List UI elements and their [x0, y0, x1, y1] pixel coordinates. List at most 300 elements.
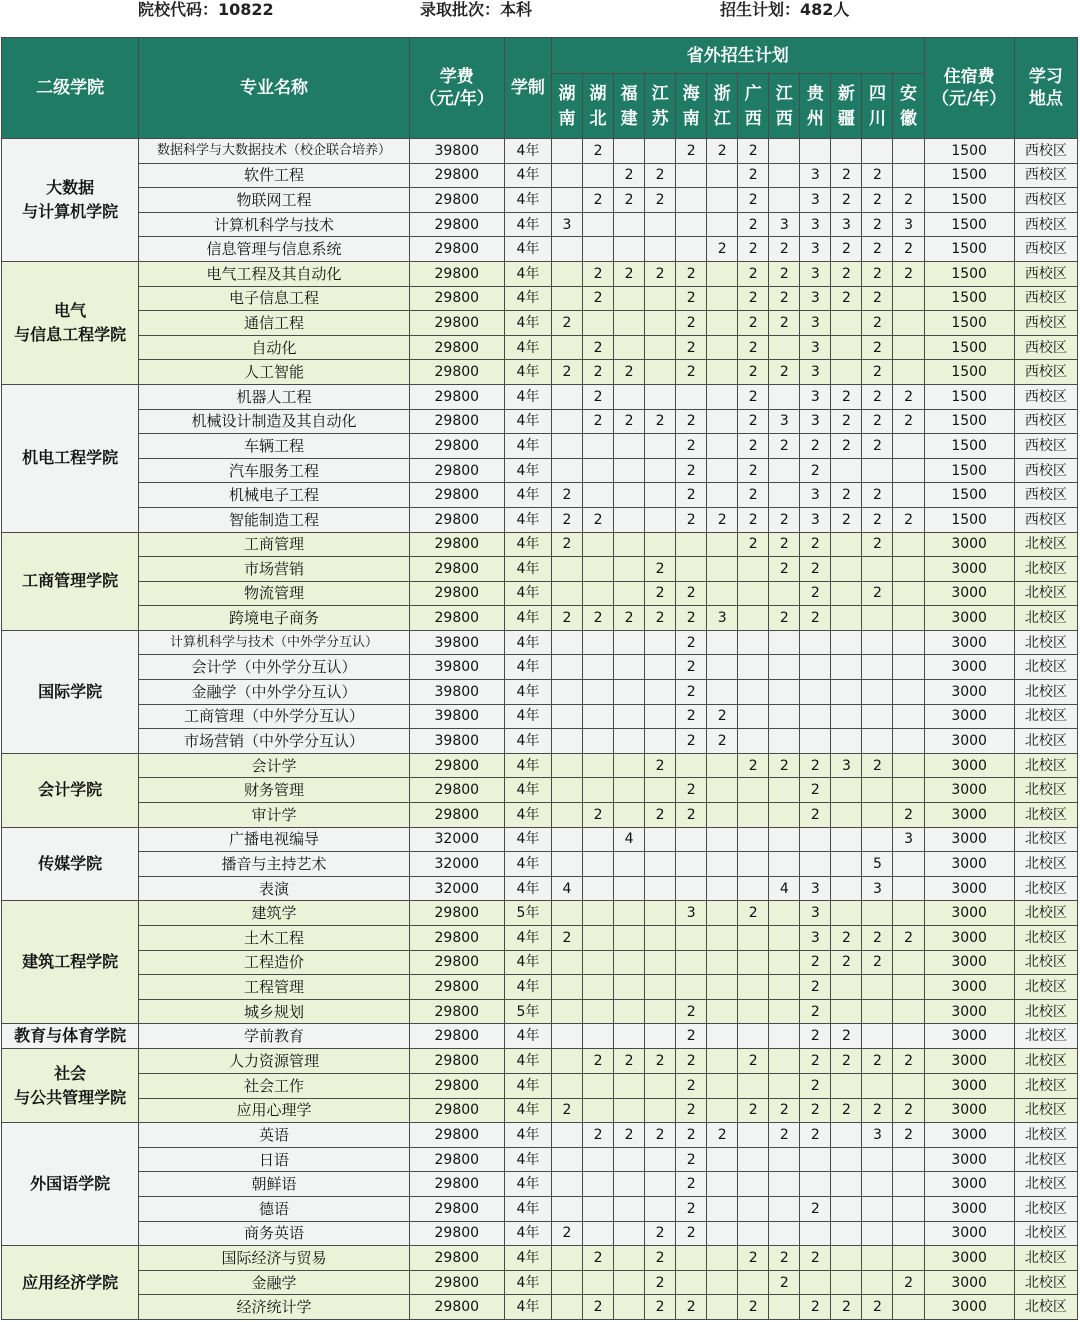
- province-quota: [831, 335, 862, 360]
- tuition-value: 29800: [409, 163, 504, 188]
- province-quota: 2: [738, 188, 769, 213]
- college-name: [2, 532, 139, 630]
- dorm-fee: 3000: [924, 803, 1014, 828]
- major-name: 电气工程及其自动化: [139, 261, 409, 286]
- tuition-value: 29800: [409, 975, 504, 1000]
- province-quota: 2: [707, 729, 738, 754]
- table-row: [2, 1147, 1078, 1172]
- province-quota: [551, 778, 582, 803]
- province-quota: 2: [738, 360, 769, 385]
- province-quota: [738, 1196, 769, 1221]
- college-name-line: 与公共管理学院: [14, 1087, 127, 1107]
- province-quota: [769, 483, 800, 508]
- province-quota: 2: [831, 409, 862, 434]
- tuition-value: 29800: [409, 483, 504, 508]
- province-quota: 2: [800, 532, 831, 557]
- province-quota: [862, 778, 893, 803]
- tuition-value: 32000: [409, 876, 504, 901]
- province-quota: [831, 778, 862, 803]
- province-quota: [645, 1172, 676, 1197]
- program-length: 4年: [504, 852, 551, 877]
- province-quota: 2: [800, 1049, 831, 1074]
- province-quota: 2: [862, 335, 893, 360]
- program-length: 4年: [504, 876, 551, 901]
- major-name: 土木工程: [139, 926, 409, 951]
- province-quota: [893, 704, 924, 729]
- campus-location: 北校区: [1014, 729, 1077, 754]
- province-quota: [707, 483, 738, 508]
- province-quota: 2: [738, 163, 769, 188]
- campus-location: 西校区: [1014, 286, 1077, 311]
- province-quota: [645, 434, 676, 459]
- province-quota: [769, 581, 800, 606]
- province-quota: [800, 1270, 831, 1295]
- province-quota: 2: [769, 557, 800, 582]
- province-quota: [831, 458, 862, 483]
- major-name: 社会工作: [139, 1073, 409, 1098]
- province-quota: [862, 458, 893, 483]
- province-quota: 2: [893, 507, 924, 532]
- province-quota: [738, 606, 769, 631]
- province-quota: [800, 630, 831, 655]
- province-quota: [707, 384, 738, 409]
- province-quota: [707, 630, 738, 655]
- province-quota: 2: [738, 139, 769, 164]
- province-quota: [583, 975, 614, 1000]
- header-dorm-line2: （元/年）: [932, 89, 1007, 109]
- province-quota: 3: [800, 507, 831, 532]
- campus-location: 西校区: [1014, 311, 1077, 336]
- province-quota: [707, 434, 738, 459]
- province-quota: 2: [645, 1221, 676, 1246]
- dorm-fee: 3000: [924, 655, 1014, 680]
- college-name-line: 教育与体育学院: [14, 1026, 127, 1046]
- campus-location: 西校区: [1014, 483, 1077, 508]
- province-quota: 2: [800, 1123, 831, 1148]
- province-quota: 2: [583, 507, 614, 532]
- dorm-fee: 1500: [924, 434, 1014, 459]
- province-quota: [707, 950, 738, 975]
- province-quota: [893, 581, 924, 606]
- province-quota: [893, 163, 924, 188]
- campus-location: 西校区: [1014, 360, 1077, 385]
- province-quota: 2: [676, 606, 707, 631]
- province-quota: [862, 704, 893, 729]
- tuition-value: 29800: [409, 335, 504, 360]
- program-length: 4年: [504, 1147, 551, 1172]
- province-quota: [645, 729, 676, 754]
- province-quota: [551, 1196, 582, 1221]
- major-name: 市场营销（中外学分互认）: [139, 729, 409, 754]
- province-quota: 2: [614, 1123, 645, 1148]
- major-name: 建筑学: [139, 901, 409, 926]
- dorm-fee: 3000: [924, 1221, 1014, 1246]
- province-quota: [551, 237, 582, 262]
- header-dorm-line1: 住宿费: [943, 67, 995, 87]
- header-province-char: 安: [900, 84, 918, 104]
- province-quota: [862, 139, 893, 164]
- header-plan-group: 省外招生计划: [551, 38, 924, 74]
- province-quota: 2: [676, 335, 707, 360]
- province-quota: 2: [769, 1123, 800, 1148]
- major-name: 播音与主持艺术: [139, 852, 409, 877]
- campus-location: 北校区: [1014, 532, 1077, 557]
- province-quota: [800, 852, 831, 877]
- major-name: 金融学: [139, 1270, 409, 1295]
- province-quota: [645, 139, 676, 164]
- major-name: 应用心理学: [139, 1098, 409, 1123]
- province-quota: [893, 139, 924, 164]
- program-length: 4年: [504, 532, 551, 557]
- province-quota: [769, 188, 800, 213]
- province-quota: 2: [862, 753, 893, 778]
- province-quota: [769, 384, 800, 409]
- province-quota: [707, 1073, 738, 1098]
- province-quota: [893, 532, 924, 557]
- campus-location: 北校区: [1014, 680, 1077, 705]
- province-quota: 2: [707, 1123, 738, 1148]
- province-quota: [645, 926, 676, 951]
- province-quota: 2: [645, 1123, 676, 1148]
- dorm-fee: 1500: [924, 384, 1014, 409]
- province-quota: 2: [707, 139, 738, 164]
- program-length: 4年: [504, 630, 551, 655]
- province-quota: [551, 1123, 582, 1148]
- province-quota: [645, 1098, 676, 1123]
- province-quota: 2: [676, 483, 707, 508]
- province-quota: [707, 753, 738, 778]
- province-quota: 2: [831, 483, 862, 508]
- province-quota: [707, 1172, 738, 1197]
- province-quota: [707, 1270, 738, 1295]
- province-quota: [769, 729, 800, 754]
- province-quota: [800, 680, 831, 705]
- province-quota: [645, 237, 676, 262]
- province-quota: [583, 778, 614, 803]
- header-province-char: 广: [744, 84, 762, 104]
- table-row: [2, 532, 1078, 557]
- province-quota: 2: [769, 753, 800, 778]
- campus-location: 北校区: [1014, 1098, 1077, 1123]
- table-row: [2, 163, 1078, 188]
- campus-location: 北校区: [1014, 655, 1077, 680]
- college-name-line: 应用经济学院: [22, 1272, 119, 1292]
- province-quota: [551, 1246, 582, 1271]
- major-name: 德语: [139, 1196, 409, 1221]
- province-quota: 2: [800, 778, 831, 803]
- province-quota: 2: [614, 409, 645, 434]
- province-quota: 2: [645, 409, 676, 434]
- major-name: 工程造价: [139, 950, 409, 975]
- province-quota: 2: [800, 753, 831, 778]
- tuition-value: 29800: [409, 778, 504, 803]
- province-quota: [551, 827, 582, 852]
- province-quota: [738, 557, 769, 582]
- header-province-char: 西: [744, 109, 762, 129]
- province-quota: [614, 778, 645, 803]
- province-quota: 3: [831, 212, 862, 237]
- college-name: [2, 1123, 139, 1246]
- program-length: 4年: [504, 655, 551, 680]
- program-length: 4年: [504, 1123, 551, 1148]
- table-row: [2, 1098, 1078, 1123]
- header-province: [551, 74, 582, 139]
- province-quota: [893, 680, 924, 705]
- tuition-value: 29800: [409, 803, 504, 828]
- program-length: 4年: [504, 212, 551, 237]
- college-name: [2, 384, 139, 532]
- province-quota: 2: [676, 1147, 707, 1172]
- dorm-fee: 3000: [924, 975, 1014, 1000]
- province-quota: [551, 335, 582, 360]
- table-row: [2, 507, 1078, 532]
- province-quota: [551, 1024, 582, 1049]
- dorm-fee: 3000: [924, 1246, 1014, 1271]
- province-quota: 2: [645, 1246, 676, 1271]
- province-quota: [676, 975, 707, 1000]
- major-name: 汽车服务工程: [139, 458, 409, 483]
- campus-location: 北校区: [1014, 827, 1077, 852]
- campus-location: 北校区: [1014, 581, 1077, 606]
- province-quota: [676, 926, 707, 951]
- province-quota: [769, 827, 800, 852]
- campus-location: 北校区: [1014, 803, 1077, 828]
- province-quota: [614, 729, 645, 754]
- program-length: 4年: [504, 237, 551, 262]
- tuition-value: 29800: [409, 1073, 504, 1098]
- province-quota: [707, 286, 738, 311]
- dorm-fee: 3000: [924, 630, 1014, 655]
- tuition-value: 29800: [409, 532, 504, 557]
- province-quota: [551, 975, 582, 1000]
- province-quota: [738, 704, 769, 729]
- header-province: [831, 74, 862, 139]
- province-quota: [769, 999, 800, 1024]
- major-name: 车辆工程: [139, 434, 409, 459]
- program-length: 4年: [504, 188, 551, 213]
- province-quota: 2: [676, 1073, 707, 1098]
- province-quota: 2: [769, 311, 800, 336]
- province-quota: [707, 1295, 738, 1320]
- province-quota: [862, 630, 893, 655]
- province-quota: 2: [645, 1049, 676, 1074]
- province-quota: 3: [800, 360, 831, 385]
- province-quota: [676, 753, 707, 778]
- major-name: 计算机科学与技术（中外学分互认）: [139, 630, 409, 655]
- dorm-fee: 3000: [924, 1270, 1014, 1295]
- province-quota: 2: [862, 1295, 893, 1320]
- province-quota: [614, 655, 645, 680]
- program-length: 4年: [504, 1049, 551, 1074]
- program-length: 4年: [504, 409, 551, 434]
- province-quota: 2: [893, 188, 924, 213]
- province-quota: 2: [831, 926, 862, 951]
- province-quota: [676, 532, 707, 557]
- header-province-char: 江: [713, 109, 731, 129]
- province-quota: 3: [800, 311, 831, 336]
- major-name: 工商管理（中外学分互认）: [139, 704, 409, 729]
- major-name: 跨境电子商务: [139, 606, 409, 631]
- province-quota: 2: [738, 384, 769, 409]
- province-quota: [707, 188, 738, 213]
- dorm-fee: 3000: [924, 901, 1014, 926]
- table-row: [2, 261, 1078, 286]
- province-quota: 2: [583, 1049, 614, 1074]
- table-row: [2, 999, 1078, 1024]
- campus-location: 北校区: [1014, 1295, 1077, 1320]
- province-quota: [862, 1024, 893, 1049]
- province-quota: [645, 778, 676, 803]
- province-quota: 3: [800, 286, 831, 311]
- province-quota: [862, 680, 893, 705]
- province-quota: [645, 655, 676, 680]
- province-quota: [893, 1295, 924, 1320]
- province-quota: [551, 1073, 582, 1098]
- province-quota: [614, 1246, 645, 1271]
- campus-location: 西校区: [1014, 458, 1077, 483]
- campus-location: 北校区: [1014, 852, 1077, 877]
- province-quota: 3: [800, 188, 831, 213]
- province-quota: 4: [614, 827, 645, 852]
- major-name: 审计学: [139, 803, 409, 828]
- header-province: [614, 74, 645, 139]
- table-row: [2, 975, 1078, 1000]
- province-quota: 4: [551, 876, 582, 901]
- province-quota: 2: [862, 507, 893, 532]
- dorm-fee: 1500: [924, 139, 1014, 164]
- province-quota: [707, 261, 738, 286]
- province-quota: 2: [893, 803, 924, 828]
- province-quota: [769, 1196, 800, 1221]
- province-quota: 2: [800, 434, 831, 459]
- header-province-char: 州: [806, 109, 824, 129]
- major-name: 机械电子工程: [139, 483, 409, 508]
- province-quota: [862, 1147, 893, 1172]
- program-length: 4年: [504, 335, 551, 360]
- province-quota: [769, 950, 800, 975]
- province-quota: [707, 999, 738, 1024]
- province-quota: 2: [645, 581, 676, 606]
- major-name: 经济统计学: [139, 1295, 409, 1320]
- province-quota: [769, 163, 800, 188]
- province-quota: [831, 704, 862, 729]
- province-quota: 2: [862, 532, 893, 557]
- province-quota: 2: [769, 286, 800, 311]
- province-quota: 3: [707, 606, 738, 631]
- province-quota: [738, 926, 769, 951]
- province-quota: [551, 950, 582, 975]
- province-quota: [614, 975, 645, 1000]
- tuition-value: 29800: [409, 926, 504, 951]
- province-quota: [800, 1147, 831, 1172]
- header-province-char: 徽: [900, 109, 918, 129]
- province-quota: [583, 1221, 614, 1246]
- province-quota: [800, 139, 831, 164]
- dorm-fee: 3000: [924, 1098, 1014, 1123]
- dorm-fee: 1500: [924, 483, 1014, 508]
- province-quota: [676, 827, 707, 852]
- college-name-line: 建筑工程学院: [22, 952, 119, 972]
- dorm-fee: 3000: [924, 557, 1014, 582]
- info-bar: [0, 0, 1080, 36]
- table-row: [2, 1172, 1078, 1197]
- province-quota: [769, 803, 800, 828]
- province-quota: 2: [645, 557, 676, 582]
- province-quota: 2: [800, 557, 831, 582]
- province-quota: [614, 507, 645, 532]
- province-quota: [893, 1172, 924, 1197]
- program-length: 4年: [504, 286, 551, 311]
- province-quota: 2: [769, 532, 800, 557]
- program-length: 4年: [504, 1172, 551, 1197]
- tuition-value: 29800: [409, 1147, 504, 1172]
- province-quota: 2: [893, 261, 924, 286]
- province-quota: [614, 999, 645, 1024]
- province-quota: [645, 311, 676, 336]
- province-quota: [831, 1221, 862, 1246]
- program-length: 4年: [504, 753, 551, 778]
- college-name-line: 社会: [54, 1063, 87, 1083]
- major-name: 工程管理: [139, 975, 409, 1000]
- campus-location: 北校区: [1014, 1172, 1077, 1197]
- dorm-fee: 1500: [924, 360, 1014, 385]
- province-quota: [551, 384, 582, 409]
- province-quota: [645, 1024, 676, 1049]
- province-quota: [769, 901, 800, 926]
- tuition-value: 29800: [409, 507, 504, 532]
- province-quota: [893, 1024, 924, 1049]
- province-quota: [645, 335, 676, 360]
- province-quota: [893, 729, 924, 754]
- province-quota: [676, 237, 707, 262]
- province-quota: [676, 384, 707, 409]
- province-quota: 2: [831, 1098, 862, 1123]
- province-quota: 2: [738, 409, 769, 434]
- header-province: [676, 74, 707, 139]
- province-quota: 2: [551, 1221, 582, 1246]
- province-quota: 2: [676, 1024, 707, 1049]
- province-quota: [614, 311, 645, 336]
- program-length: 4年: [504, 1098, 551, 1123]
- tuition-value: 29800: [409, 360, 504, 385]
- province-quota: 2: [583, 188, 614, 213]
- table-row: [2, 311, 1078, 336]
- province-quota: [583, 950, 614, 975]
- province-quota: 3: [800, 163, 831, 188]
- province-quota: [551, 1270, 582, 1295]
- province-quota: [893, 1196, 924, 1221]
- province-quota: 2: [738, 532, 769, 557]
- province-quota: 2: [676, 409, 707, 434]
- province-quota: [862, 999, 893, 1024]
- tuition-value: 39800: [409, 630, 504, 655]
- province-quota: [645, 212, 676, 237]
- header-major: 专业名称: [139, 38, 409, 139]
- table-row: [2, 286, 1078, 311]
- province-quota: [738, 1147, 769, 1172]
- dorm-fee: 3000: [924, 606, 1014, 631]
- college-name: [2, 1024, 139, 1049]
- province-quota: [614, 384, 645, 409]
- campus-location: 北校区: [1014, 778, 1077, 803]
- province-quota: [551, 1295, 582, 1320]
- province-quota: [893, 630, 924, 655]
- province-quota: 2: [738, 311, 769, 336]
- province-quota: [614, 1073, 645, 1098]
- province-quota: [831, 581, 862, 606]
- program-length: 4年: [504, 581, 551, 606]
- province-quota: 2: [862, 1049, 893, 1074]
